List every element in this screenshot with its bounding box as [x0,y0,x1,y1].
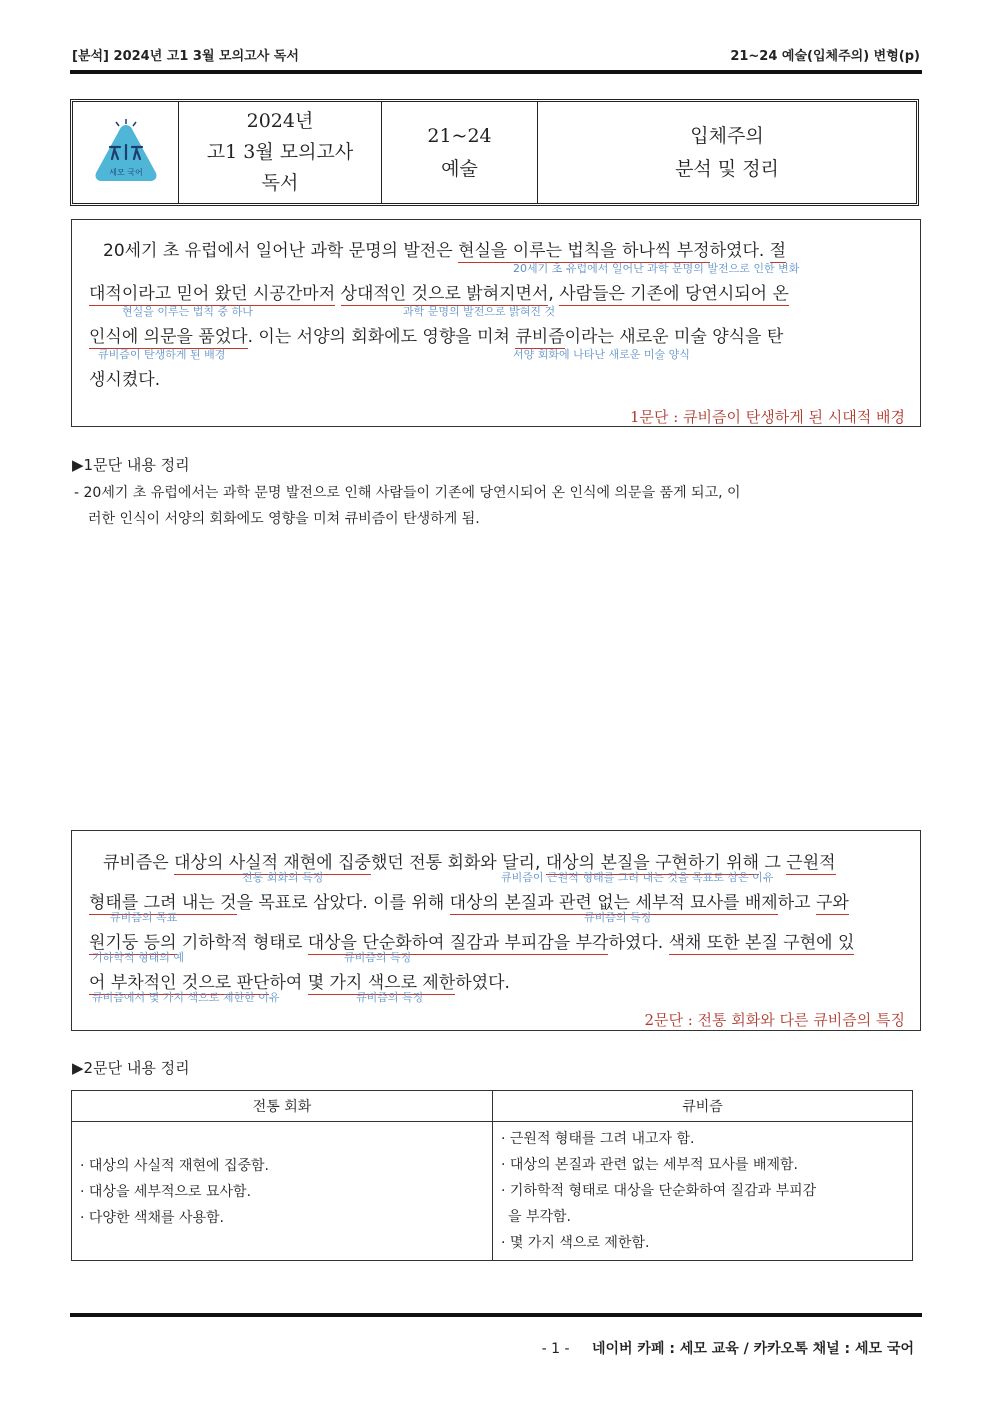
underlined-phrase: 형태를 그려 내는 것 [89,893,237,913]
annotation: 큐비즘이 탄생하게 된 배경 [98,348,226,361]
passage-text: 기하학적 형태로 [176,933,308,953]
paragraph-tag: 2문단 : 전통 회화와 다른 큐비즘의 특징 [644,1011,905,1029]
underlined-phrase: 큐비즘 [515,327,565,347]
annotation: 큐비즘에서 몇 가지 색으로 제한한 이유 [92,991,280,1004]
underlined-phrase: 대적이라고 믿어 왔던 시공간마저 [89,284,336,304]
underlined-phrase: 상대적인 것으로 밝혀지면서 [340,284,549,304]
exam-section: 독서 [261,172,299,194]
header-title: [분석] 2024년 고1 3월 모의고사 독서 [72,49,299,64]
annotation: 기하학적 형태의 예 [92,951,185,964]
passage-text: 하여 [269,973,308,993]
passage-text: 이라는 새로운 미술 양식을 탄 [564,327,784,347]
passage-text: 을 목표로 삼았다. 이를 위해 [236,893,450,913]
summary-1-text [74,480,924,532]
exam-year: 2024년 [246,110,314,132]
table-item: · 대상의 본질과 관련 없는 세부적 묘사를 배제함. [501,1157,799,1173]
underlined-phrase: 절 [769,241,787,261]
underlined-phrase: 몇 가지 색으로 제한 [307,973,456,993]
logo-text: 세모 국어 [108,167,143,177]
question-category: 예술 [441,157,478,180]
underlined-phrase: 대상의 사실적 재현에 집중 [174,853,371,873]
summary-2-title: ▶2문단 내용 정리 [72,1059,190,1077]
underlined-phrase: 어 부차적인 것으로 판단 [89,973,270,993]
summary-line: - 20세기 초 유럽에서는 과학 문명 발전으로 인해 사람들이 기존에 당연시되어 온 인식에 의문을 품게 되고, 이 [74,485,741,501]
underlined-phrase: 대상을 단순화하여 질감과 부피감을 부각 [307,933,609,953]
annotation: 전통 회화의 특징 [242,871,324,884]
passage-line [89,279,789,304]
annotation: 큐비즘이 근원적 형태를 그려 내는 것을 목표로 삼은 이유 [501,871,774,884]
table-item: · 대상의 사실적 재현에 집중함. [80,1158,269,1174]
question-range [382,102,538,203]
passage-text: 하였다. [608,933,669,953]
underlined-phrase: 대상의 본질과 관련 없는 세부적 묘사를 배제 [449,893,778,913]
annotation: 큐비즘의 특징 [344,951,412,964]
header-divider [70,70,922,74]
passage-text: 큐비즘은 [103,853,175,873]
exam-info [179,102,382,203]
annotation: 큐비즘의 목표 [110,911,178,924]
passage-line [103,236,786,261]
underlined-phrase: 인식에 의문을 품었다 [89,327,248,347]
passage-text: , [548,284,560,304]
summary-1-title: ▶1문단 내용 정리 [72,456,190,474]
exam-name: 고1 3월 모의고사 [206,141,354,163]
passage-paragraph-1 [71,219,921,427]
table-item: · 몇 가지 색으로 제한함. [501,1235,650,1251]
semo-logo-icon [88,115,164,191]
underlined-phrase: 원기둥 등의 [89,933,177,953]
underlined-phrase: 사람들은 기존에 당연시되어 온 [559,284,789,304]
annotation: 현실을 이루는 법칙 중 하나 [122,305,253,318]
cubism-cell [493,1122,913,1261]
annotation: 과학 문명의 발전으로 밝혀진 것 [403,305,556,318]
table-item: · 대상을 세부적으로 묘사함. [80,1184,252,1200]
table-item: · 기하학적 형태로 대상을 단순화하여 질감과 부피감 [501,1183,817,1199]
passage-text: 했던 전통 회화와 달리, [370,853,546,873]
passage-line [89,888,849,913]
passage-text [335,284,340,304]
underlined-phrase: 현실을 이루는 법칙을 하나씩 부정 [458,241,710,261]
underlined-phrase: 대상의 본질을 구현하기 위해 [545,853,760,873]
passage-line [89,928,854,953]
paragraph-tag: 1문단 : 큐비즘이 탄생하게 된 시대적 배경 [629,408,905,426]
underlined-phrase: 구와 [815,893,849,913]
title-box [70,99,919,206]
passage-text: 하였다. [709,241,770,261]
table-header: 큐비즘 [493,1091,913,1122]
footer [542,1338,914,1358]
table-item: · 근원적 형태를 그려 내고자 함. [501,1131,695,1147]
passage-text: 20세기 초 유럽에서 일어난 과학 문명의 발전은 [103,241,459,261]
table-header: 전통 회화 [72,1091,493,1122]
traditional-painting-cell [72,1122,493,1261]
annotation: 서양 회화에 나타난 새로운 미술 양식 [513,348,690,361]
annotation: 큐비즘의 특징 [584,911,652,924]
question-numbers: 21~24 [427,124,492,147]
summary-line: 러한 인식이 서양의 회화에도 영향을 미쳐 큐비즘이 탄생하게 됨. [88,511,480,527]
comparison-table [71,1090,913,1261]
topic-title: 입체주의 [690,124,764,147]
header-subtitle: 21~24 예술(입체주의) 변형(p) [730,49,920,64]
table-item: 을 부각함. [508,1209,571,1225]
passage-text: 하였다. [455,973,510,993]
passage-line [89,365,160,390]
passage-paragraph-2 [71,830,921,1031]
underlined-phrase: 색채 또한 본질 구현에 있 [668,933,855,953]
table-item: · 다양한 색채를 사용함. [80,1210,224,1226]
annotation: 큐비즘의 특징 [356,991,424,1004]
annotation: 20세기 초 유럽에서 일어난 과학 문명의 발전으로 인한 변화 [513,262,800,275]
passage-text: 그 [759,853,787,873]
logo [73,102,179,203]
passage-text: 하고 [777,893,816,913]
footer-credits: 네이버 카페 : 세모 교육 / 카카오톡 채널 : 세모 국어 [591,1341,914,1357]
topic-subtitle: 분석 및 정리 [675,157,779,180]
footer-divider [70,1313,922,1317]
page-number: - 1 - [541,1341,570,1357]
passage-line [89,322,783,347]
underlined-phrase: 근원적 [786,853,836,873]
topic [538,102,916,203]
passage-text: 생시켰다. [89,370,161,390]
passage-text: . 이는 서양의 회화에도 영향을 미쳐 [247,327,516,347]
